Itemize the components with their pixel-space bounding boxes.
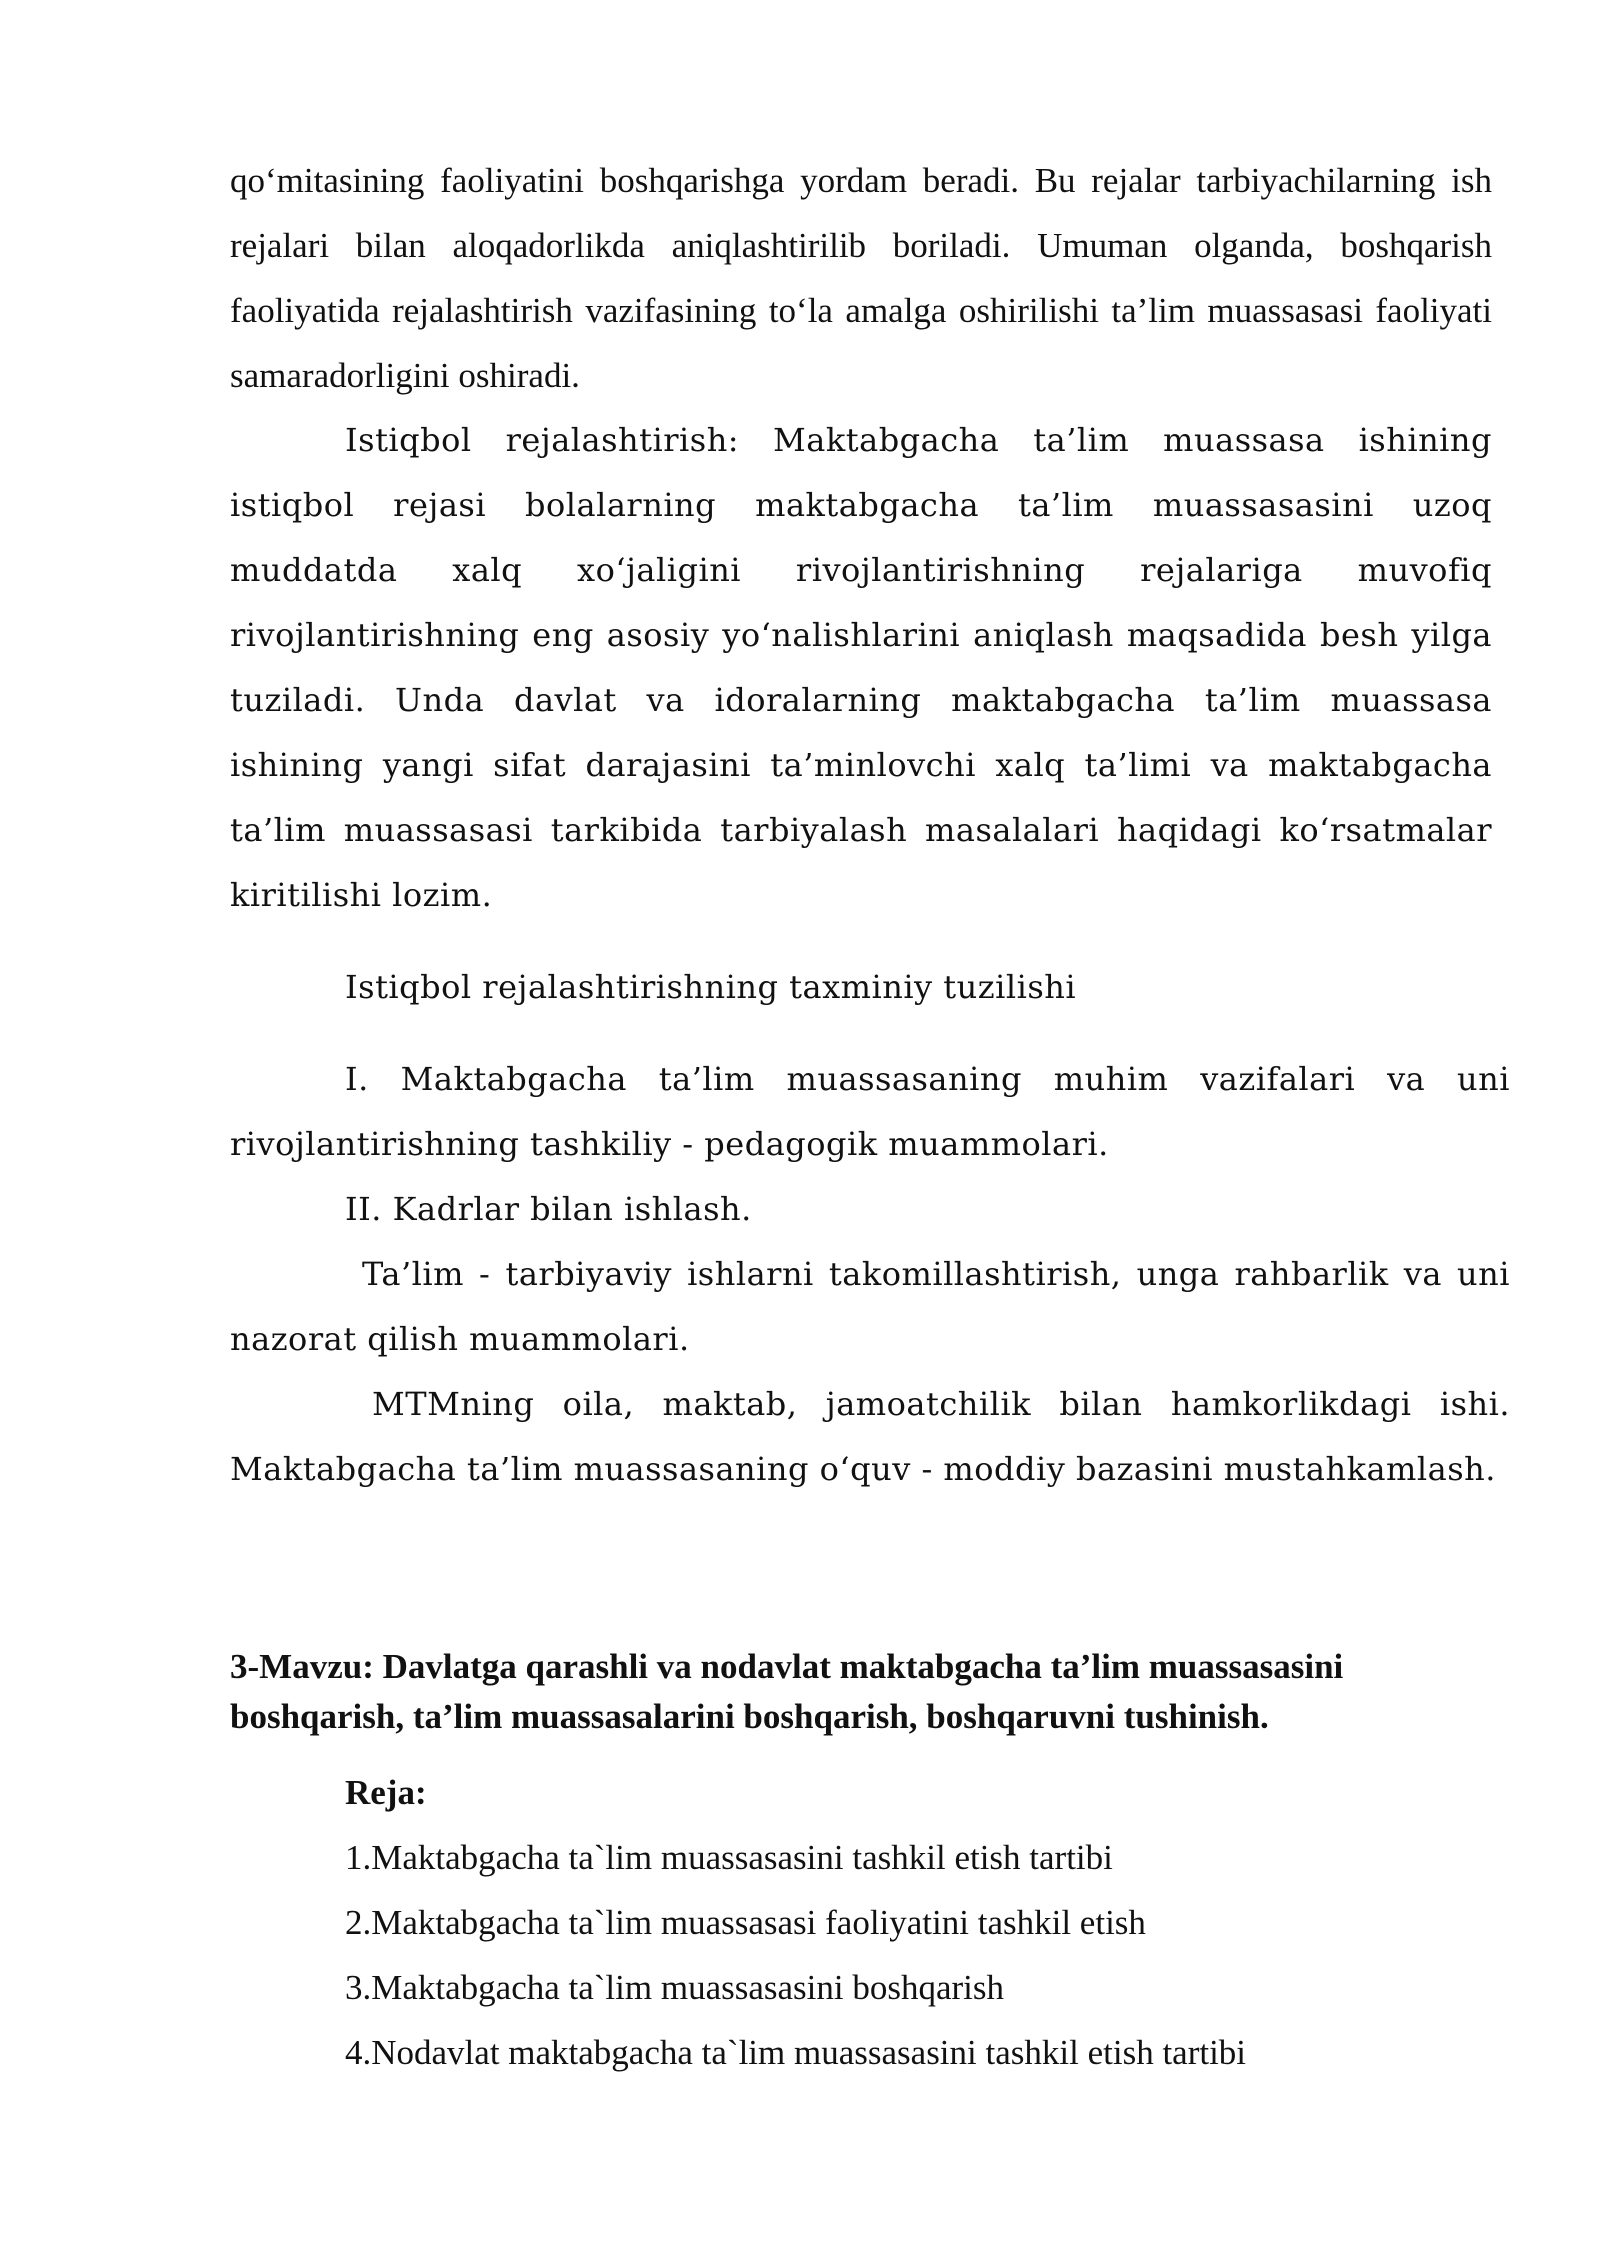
section-heading: 3-Mavzu: Davlatga qarashli va nodavlat maktabgacha ta’lim muassasasini boshqarish, ta’lim muassasalarini boshqarish, boshqaruvni tushinish.	[230, 1647, 1344, 1736]
paragraph-item-3: Ta’lim - tarbiyaviy ishlarni takomillashtirish, unga rahbarlik va uni nazorat qilish muammolari.	[230, 1255, 1510, 1358]
plan-title: Reja:	[345, 1773, 427, 1812]
plan-list	[230, 1760, 1510, 2085]
paragraph-item-2: II. Kadrlar bilan ishlash.	[345, 1190, 752, 1228]
paragraph-item-4: MTMning oila, maktab, jamoatchilik bilan hamkorlikdagi ishi. Maktabgacha ta’lim muassasaning o‘quv - moddiy bazasini mustahkamlash.	[230, 1385, 1510, 1488]
plan-item: 1.Maktabgacha ta`lim muassasasini tashkil etish tartibi	[345, 1838, 1113, 1877]
paragraph-intro: qo‘mitasining faoliyatini boshqarishga yordam beradi. Bu rejalar tarbiyachilarning ish rejalari bilan aloqadorlikda aniqlashtirilib boriladi. Umuman olganda, boshqarish faoliyatida rejalashtirish vazifasining to‘la amalga oshirilishi ta’lim muassasasi faoliyati samaradorligini oshiradi.	[230, 161, 1492, 395]
page-content	[230, 148, 1510, 2085]
paragraph-item-1: I. Maktabgacha ta’lim muassasaning muhim vazifalari va uni rivojlantirishning tashkiliy - pedagogik muammolari.	[230, 1060, 1510, 1163]
paragraph-structure-title: Istiqbol rejalashtirishning taxminiy tuzilishi	[345, 968, 1077, 1006]
plan-item: 3.Maktabgacha ta`lim muassasasini boshqarish	[345, 1968, 1005, 2007]
paragraph-istiqbol: Istiqbol rejalashtirish: Maktabgacha ta’lim muassasa ishining istiqbol rejasi bolalarning maktabgacha ta’lim muassasasini uzoq muddatda xalq xo‘jaligini rivojlantirishning rejalariga muvofiq rivojlantirishning eng asosiy yo‘nalishlarini aniqlash maqsadida besh yilga tuziladi. Unda davlat va idoralarning maktabgacha ta’lim muassasa ishining yangi sifat darajasini ta’minlovchi xalq ta’limi va maktabgacha ta’lim muassasasi tarkibida tarbiyalash masalalari haqidagi ko‘rsatmalar kiritilishi lozim.	[230, 421, 1492, 914]
plan-item: 4.Nodavlat maktabgacha ta`lim muassasasini tashkil etish tartibi	[345, 2033, 1247, 2072]
plan-item: 2.Maktabgacha ta`lim muassasasi faoliyatini tashkil etish	[345, 1903, 1146, 1942]
